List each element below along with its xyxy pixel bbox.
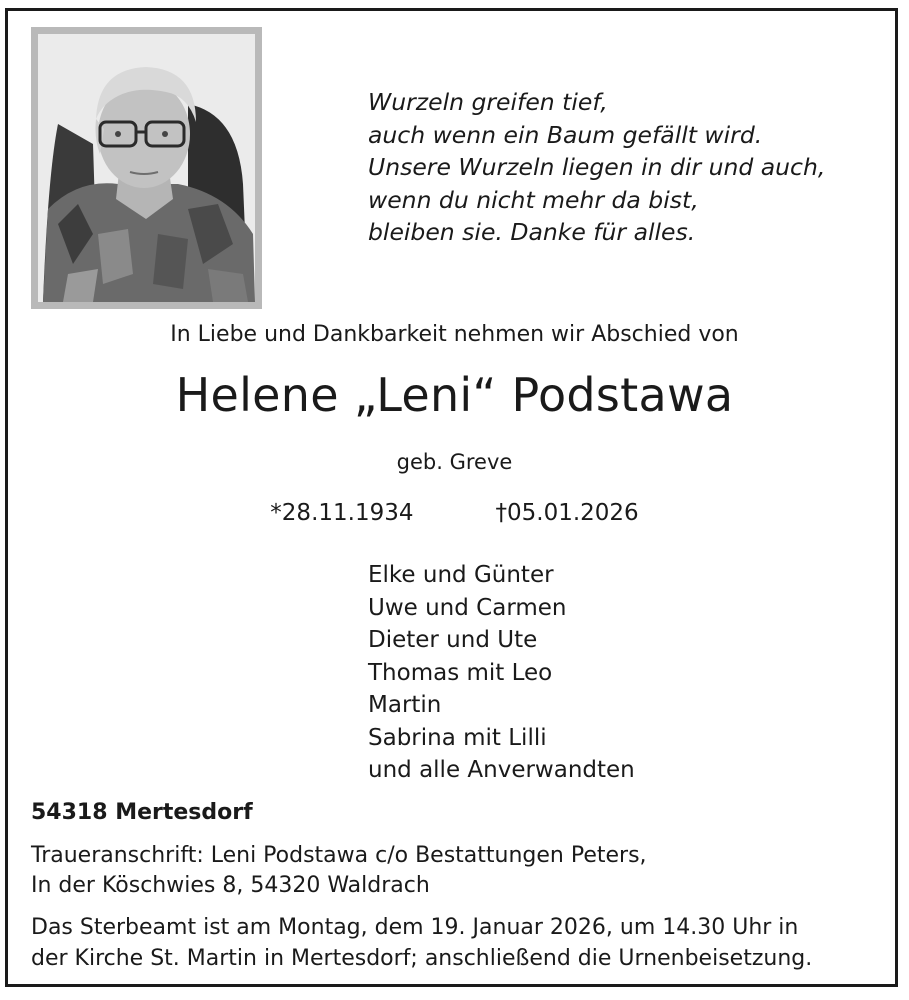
list-item: Martin <box>368 692 442 718</box>
life-dates <box>0 500 909 526</box>
list-item: Uwe und Carmen <box>368 594 567 621</box>
portrait-photo <box>38 34 255 302</box>
portrait-frame <box>31 27 262 309</box>
poem-line: auch wenn ein Baum gefällt wird. <box>368 120 763 149</box>
address-line: In der Köschwies 8, 54320 Waldrach <box>31 873 430 898</box>
service-info <box>31 912 812 974</box>
poem-line: Wurzeln greifen tief, <box>368 88 608 116</box>
poem-line: Unsere Wurzeln liegen in dir und auch, <box>368 153 826 181</box>
mourners-list <box>368 559 635 787</box>
service-line: der Kirche St. Martin in Mertesdorf; anschließend die Urnenbeisetzung. <box>31 946 813 971</box>
list-item: Sabrina mit Lilli <box>368 724 547 751</box>
poem-line: bleiben sie. Danke für alles. <box>368 218 696 246</box>
poem <box>368 86 868 249</box>
list-item: und alle Anverwandten <box>368 757 635 783</box>
list-item: Elke und Günter <box>368 562 554 588</box>
death-date: †05.01.2026 <box>495 500 639 526</box>
deceased-name: Helene „Leni“ Podstawa <box>175 368 734 422</box>
list-item: Dieter und Ute <box>368 627 538 653</box>
address-line: Traueranschrift: Leni Podstawa c/o Bestattungen Peters, <box>31 843 647 868</box>
place-heading: 54318 Mertesdorf <box>31 800 253 825</box>
birth-date: *28.11.1934 <box>270 500 414 526</box>
service-line: Das Sterbeamt ist am Montag, dem 19. Januar 2026, um 14.30 Uhr in <box>31 915 799 940</box>
farewell-intro: In Liebe und Dankbarkeit nehmen wir Abschied von <box>170 322 739 347</box>
poem-line: wenn du nicht mehr da bist, <box>368 185 699 214</box>
list-item: Thomas mit Leo <box>368 659 553 686</box>
maiden-name: geb. Greve <box>396 450 513 474</box>
mourning-address <box>31 841 647 901</box>
